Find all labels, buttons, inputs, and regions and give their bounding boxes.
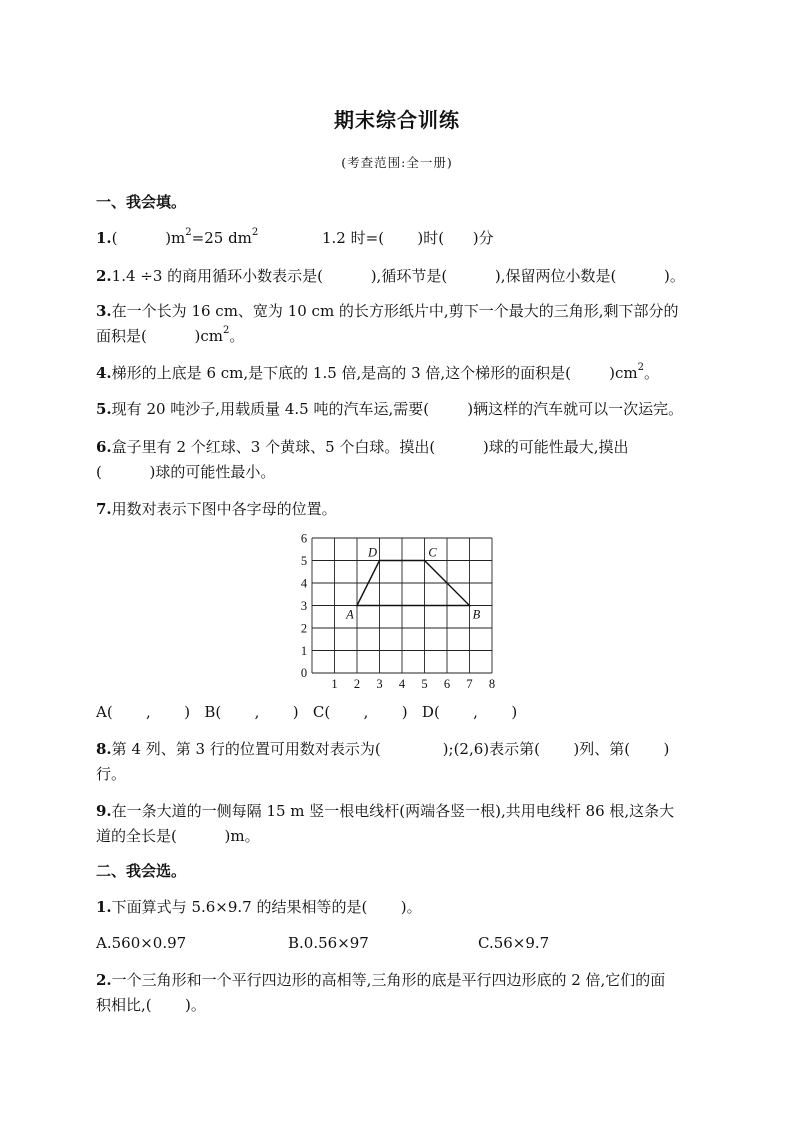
question-fill-7 — [96, 499, 337, 519]
question-text: =25 dm — [191, 229, 252, 247]
question-number: 2. — [96, 267, 112, 285]
question-text: 在一个长为 16 cm、宽为 10 cm 的长方形纸片中,剪下一个最大的三角形,剩下部分的 — [111, 302, 679, 320]
y-tick-label: 2 — [300, 621, 308, 636]
point-label-a: A — [346, 607, 354, 622]
x-tick-label: 8 — [488, 677, 496, 691]
question-text: 盒子里有 2 个红球、3 个黄球、5 个白球。摸出( )球的可能性最大,摸出 — [111, 438, 629, 456]
question-number: 5. — [96, 400, 112, 418]
question-fill-8 — [96, 739, 669, 759]
x-tick-label: 7 — [466, 677, 473, 691]
question-fill-6 — [96, 437, 629, 457]
point-label-b: B — [472, 607, 481, 622]
question-fill-7-answers: A( , ) B( , ) C( , ) D( , ) — [96, 703, 518, 721]
question-fill-3 — [96, 301, 678, 321]
section-heading-choose: 二、我会选。 — [96, 862, 187, 880]
y-tick-label: 4 — [300, 576, 308, 591]
question-text: 。 — [229, 327, 245, 345]
page-subtitle: (考查范围:全一册) — [341, 155, 453, 170]
page-title: 期末综合训练 — [334, 108, 460, 132]
question-choose-1 — [96, 897, 422, 917]
x-tick-label: 3 — [376, 677, 383, 691]
question-text: 用数对表示下图中各字母的位置。 — [111, 500, 337, 518]
choice-option-c[interactable]: C.56×9.7 — [478, 934, 550, 952]
superscript: 2 — [185, 227, 192, 238]
question-text: 在一条大道的一侧每隔 15 m 竖一根电线杆(两端各竖一根),共用电线杆 86 根,这条大 — [111, 802, 675, 820]
x-tick-label: 0 — [300, 666, 308, 680]
question-text: 一个三角形和一个平行四边形的高相等,三角形的底是平行四边形底的 2 倍,它们的面 — [111, 971, 666, 989]
question-number: 1. — [96, 898, 112, 916]
question-choose-2 — [96, 970, 665, 990]
question-text: 第 4 列、第 3 行的位置可用数对表示为( );(2,6)表示第( )列、第( ) — [111, 740, 670, 758]
question-fill-9-line2: 道的全长是( )m。 — [96, 827, 260, 845]
y-tick-label: 3 — [300, 599, 308, 613]
coordinate-grid-chart — [290, 530, 510, 700]
x-tick-label: 5 — [421, 677, 428, 691]
question-fill-4 — [96, 363, 659, 383]
superscript: 2 — [251, 227, 259, 238]
question-fill-8-line2: 行。 — [96, 765, 127, 783]
question-number: 3. — [96, 302, 112, 320]
axis-labels — [301, 532, 495, 692]
question-text: 现有 20 吨沙子,用载质量 4.5 吨的汽车运,需要( )辆这样的汽车就可以一次运完。 — [111, 400, 684, 418]
superscript: 2 — [637, 362, 645, 373]
section-heading-fill: 一、我会填。 — [96, 193, 187, 211]
question-text: ( )m — [111, 229, 186, 247]
y-tick-label: 6 — [300, 531, 308, 546]
superscript: 2 — [223, 325, 230, 336]
x-tick-label: 2 — [353, 677, 361, 691]
question-number: 6. — [96, 438, 112, 456]
question-choose-2-line2: 积相比,( )。 — [96, 996, 206, 1014]
question-number: 8. — [96, 740, 112, 758]
x-tick-label: 1 — [331, 677, 338, 691]
question-fill-1 — [96, 228, 258, 248]
point-label-d: D — [367, 545, 378, 560]
question-number: 1. — [96, 229, 112, 247]
question-text: 。 — [644, 364, 660, 382]
question-number: 7. — [96, 500, 112, 518]
question-fill-6-line2: ( )球的可能性最小。 — [96, 463, 276, 481]
x-tick-label: 4 — [398, 677, 406, 691]
question-fill-9 — [96, 801, 674, 821]
question-number: 4. — [96, 364, 112, 382]
question-text: 下面算式与 5.6×9.7 的结果相等的是( )。 — [111, 898, 422, 916]
question-fill-2 — [96, 266, 685, 286]
point-label-c: C — [428, 545, 437, 560]
choice-option-b[interactable]: B.0.56×97 — [288, 934, 369, 952]
question-number: 2. — [96, 971, 112, 989]
question-text: 面积是( )cm — [96, 327, 224, 345]
question-text: 梯形的上底是 6 cm,是下底的 1.5 倍,是高的 3 倍,这个梯形的面积是( )cm — [111, 364, 638, 382]
choice-option-a[interactable]: A.560×0.97 — [96, 934, 187, 952]
question-fill-1-part2: 1.2 时=( )时( )分 — [322, 229, 494, 247]
x-tick-label: 6 — [443, 677, 451, 691]
question-text: 1.4 ÷3 的商用循环小数表示是( ),循环节是( ),保留两位小数是( )。 — [111, 267, 685, 285]
question-number: 9. — [96, 802, 112, 820]
question-fill-3-line2 — [96, 326, 244, 346]
y-tick-label: 1 — [300, 644, 308, 658]
y-tick-label: 5 — [300, 554, 308, 568]
question-fill-5 — [96, 399, 683, 419]
